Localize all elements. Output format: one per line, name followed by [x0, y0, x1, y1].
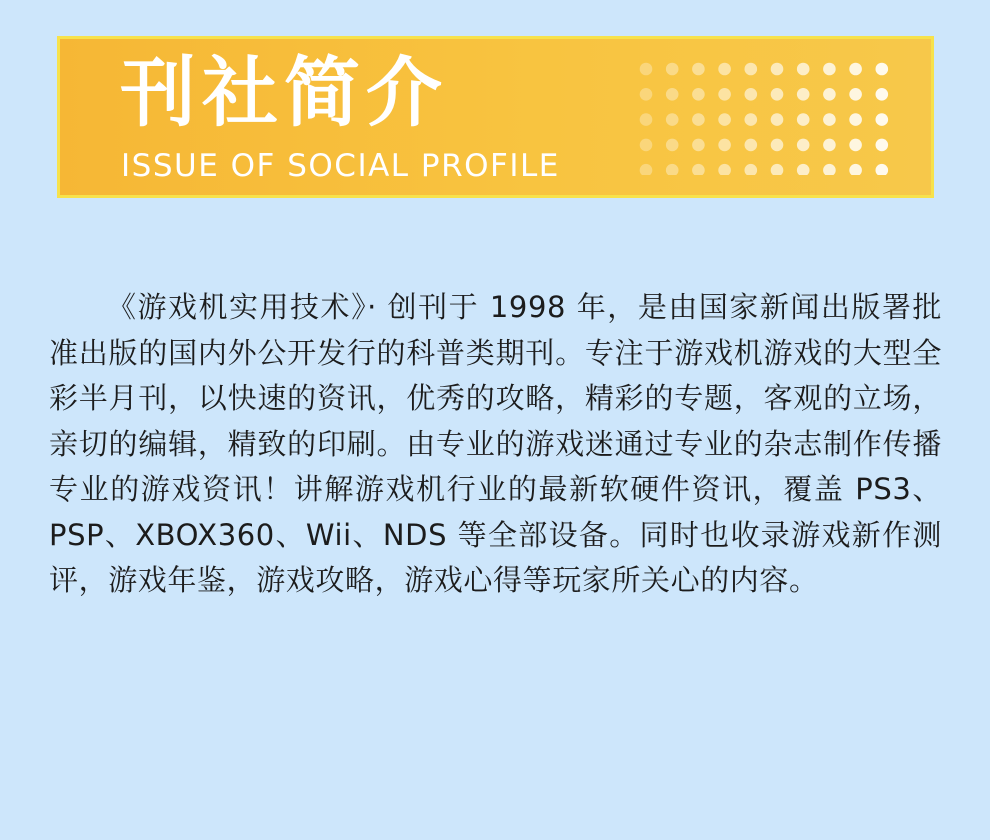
- decorative-dot: [666, 113, 679, 126]
- decorative-dot: [849, 63, 862, 76]
- decorative-dot: [640, 88, 653, 101]
- decorative-dot: [718, 63, 731, 76]
- decorative-dot: [823, 164, 836, 175]
- decorative-dot: [797, 88, 810, 101]
- decorative-dot: [771, 113, 784, 126]
- decorative-dot: [823, 63, 836, 76]
- decorative-dot: [797, 139, 810, 152]
- decorative-dot: [692, 164, 705, 175]
- decorative-dot: [718, 139, 731, 152]
- decorative-dot: [745, 139, 758, 152]
- decorative-dot: [666, 63, 679, 76]
- page-subtitle: ISSUE OF SOCIAL PROFILE: [121, 148, 560, 184]
- decorative-dot: [718, 88, 731, 101]
- decorative-dot: [666, 139, 679, 152]
- decorative-dot: [745, 164, 758, 175]
- intro-paragraph: 《游戏机实用技术》· 创刊于 1998 年，是由国家新闻出版署批准出版的国内外公开发行的科普类期刊。专注于游戏机游戏的大型全彩半月刊，以快速的资讯，优秀的攻略，精彩的专题，客观的立场，亲切的编辑，精致的印刷。由专业的游戏迷通过专业的杂志制作传播专业的游戏资讯！讲解游戏机行业的最新软硬件资讯，覆盖 PS3、PSP、XBOX360、Wii、NDS 等全部设备。同时也收录游戏新作测评，游戏年鉴，游戏攻略，游戏心得等玩家所关心的内容。: [49, 290, 942, 597]
- decorative-dot: [640, 113, 653, 126]
- decorative-dot: [823, 113, 836, 126]
- decorative-dot: [823, 88, 836, 101]
- decorative-dot: [849, 113, 862, 126]
- decorative-dot: [771, 139, 784, 152]
- decorative-dot: [797, 164, 810, 175]
- decorative-dot: [771, 88, 784, 101]
- decorative-dot: [640, 63, 653, 76]
- decorative-dot: [849, 88, 862, 101]
- decorative-dot: [876, 63, 889, 76]
- decorative-dot: [823, 139, 836, 152]
- decorative-dot: [692, 113, 705, 126]
- page-title: 刊社简介: [120, 48, 448, 137]
- header-banner: [57, 36, 934, 198]
- decorative-dot: [745, 88, 758, 101]
- decorative-dot: [666, 88, 679, 101]
- decorative-dot: [876, 113, 889, 126]
- decorative-dot: [771, 164, 784, 175]
- decorative-dot: [692, 63, 705, 76]
- dot-grid-decoration: [638, 61, 898, 175]
- decorative-dot: [745, 113, 758, 126]
- decorative-dot: [849, 139, 862, 152]
- decorative-dot: [718, 164, 731, 175]
- decorative-dot: [797, 113, 810, 126]
- decorative-dot: [876, 88, 889, 101]
- decorative-dot: [666, 164, 679, 175]
- decorative-dot: [745, 63, 758, 76]
- decorative-dot: [876, 164, 889, 175]
- decorative-dot: [640, 164, 653, 175]
- decorative-dot: [849, 164, 862, 175]
- decorative-dot: [797, 63, 810, 76]
- decorative-dot: [771, 63, 784, 76]
- decorative-dot: [692, 139, 705, 152]
- decorative-dot: [876, 139, 889, 152]
- decorative-dot: [640, 139, 653, 152]
- decorative-dot: [718, 113, 731, 126]
- decorative-dot: [692, 88, 705, 101]
